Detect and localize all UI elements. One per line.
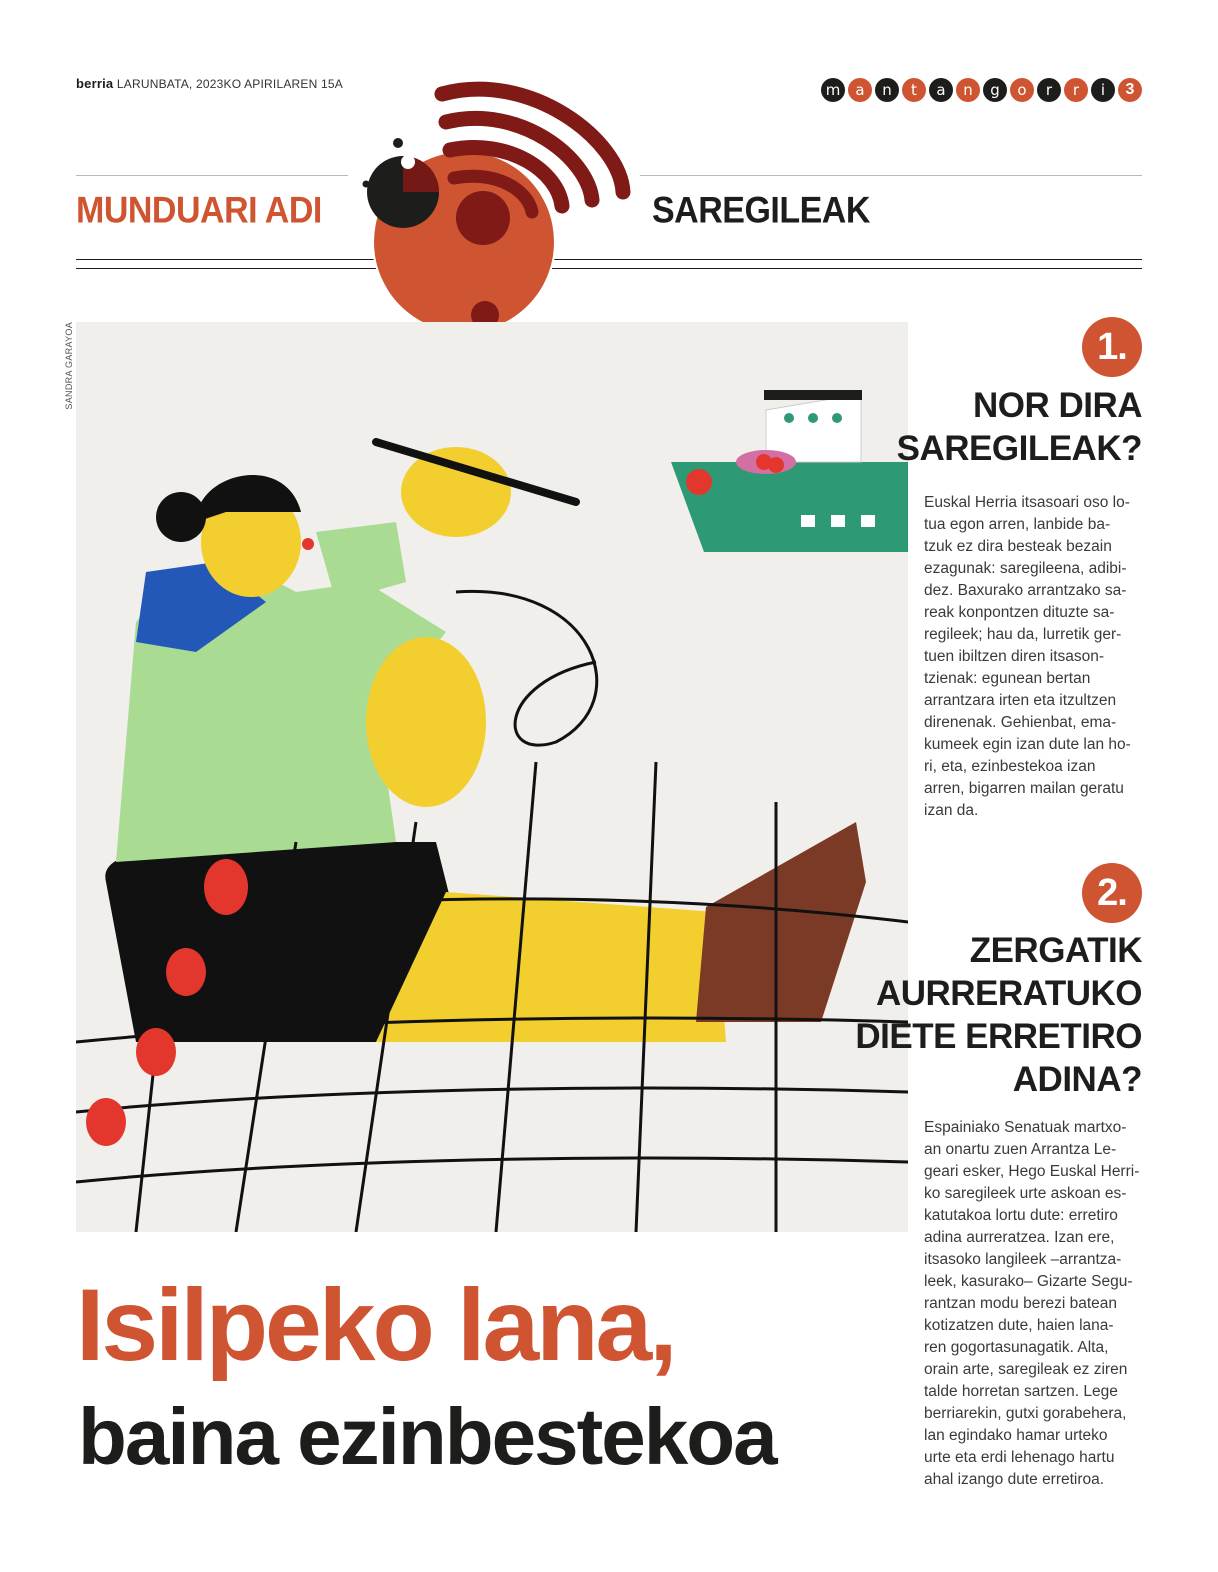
brand-letter: t xyxy=(902,78,926,102)
section-title: MUNDUARI ADI xyxy=(76,190,322,232)
body-text-line: rantzan modu berezi batean xyxy=(924,1295,1118,1312)
brand-letter: n xyxy=(956,78,980,102)
fishing-boat-icon xyxy=(671,390,908,552)
body-text-line: orain arte, saregileak ez ziren xyxy=(924,1361,1128,1378)
illustration-credit: SANDRA GARAYOA xyxy=(64,322,74,410)
question-2-heading xyxy=(855,929,1142,1101)
body-text-line: berriarekin, gutxi gorabehera, xyxy=(924,1405,1127,1422)
body-text-line: Euskal Herria itsasoari oso lo- xyxy=(924,494,1130,511)
body-text-line: ahal izango dute erretiroa. xyxy=(924,1471,1105,1488)
question-2-heading-line: ADINA? xyxy=(1012,1060,1142,1099)
question-2-body xyxy=(924,1117,1148,1491)
question-1-badge: 1. xyxy=(1082,317,1142,377)
body-text-line: adina aurreratzea. Izan ere, xyxy=(924,1229,1115,1246)
body-text-line: Espainiako Senatuak martxo- xyxy=(924,1119,1127,1136)
body-text-line: dez. Baxurako arrantzako sa- xyxy=(924,582,1127,599)
body-text-line: ri, eta, ezinbestekoa izan xyxy=(924,758,1096,775)
section-subtitle: SAREGILEAK xyxy=(652,190,870,232)
body-text-line: tua egon arren, lanbide ba- xyxy=(924,516,1111,533)
body-text-line: tuen ibiltzen diren itsason- xyxy=(924,648,1105,665)
body-text-line: katutakoa lortu dute: erretiro xyxy=(924,1207,1118,1224)
masthead xyxy=(76,76,343,91)
section-brand-logo xyxy=(821,78,1142,102)
brand-letter: a xyxy=(848,78,872,102)
body-text-line: kumeek egin izan dute lan ho- xyxy=(924,736,1131,753)
body-text-line: ezagunak: saregileena, adibi- xyxy=(924,560,1127,577)
question-2-heading-line: AURRERATUKO xyxy=(875,974,1142,1013)
body-text-line: regileek; hau da, lurretik ger- xyxy=(924,626,1122,643)
net-mender-illustration xyxy=(76,322,908,1232)
issue-date: LARUNBATA, 2023KO APIRILAREN 15A xyxy=(116,77,343,91)
body-text-line: leek, kasurako– Gizarte Segu- xyxy=(924,1273,1133,1290)
body-text-line: geari esker, Hego Euskal Herri- xyxy=(924,1163,1140,1180)
brand-letter: r xyxy=(1064,78,1088,102)
header-rule-left xyxy=(76,175,348,176)
brand-letter: r xyxy=(1037,78,1061,102)
header-rule-right xyxy=(640,175,1142,176)
publication-name: berria xyxy=(76,76,114,91)
brand-letter: g xyxy=(983,78,1007,102)
body-text-line: ko saregileek urte askoan es- xyxy=(924,1185,1127,1202)
body-text-line: itsasoko langileek –arrantza- xyxy=(924,1251,1122,1268)
body-text-line: ren gogortasunagatik. Alta, xyxy=(924,1339,1109,1356)
main-illustration xyxy=(76,322,908,1232)
headline-line-1: Isilpeko lana, xyxy=(76,1268,675,1382)
body-text-line: an onartu zuen Arrantza Le- xyxy=(924,1141,1117,1158)
question-1-body xyxy=(924,492,1148,822)
body-text-line: tzuk ez dira besteak bezain xyxy=(924,538,1112,555)
body-text-line: reak konpontzen dituzte sa- xyxy=(924,604,1115,621)
question-2-badge: 2. xyxy=(1082,863,1142,923)
brand-number: 3 xyxy=(1118,78,1142,102)
body-text-line: kotizatzen dute, haien lana- xyxy=(924,1317,1114,1334)
question-2-heading-line: DIETE ERRETIRO xyxy=(855,1017,1142,1056)
question-1-heading-line: NOR DIRA xyxy=(972,386,1142,425)
body-text-line: izan da. xyxy=(924,802,979,819)
brand-letter: i xyxy=(1091,78,1115,102)
body-text-line: talde horretan sartzen. Lege xyxy=(924,1383,1118,1400)
body-text-line: tzienak: egunean bertan xyxy=(924,670,1091,687)
body-text-line: arren, bigarren mailan geratu xyxy=(924,780,1124,797)
question-1-heading-line: SAREGILEAK? xyxy=(896,429,1142,468)
brand-letter: o xyxy=(1010,78,1034,102)
section-emblem-icon xyxy=(340,60,650,350)
brand-letter: a xyxy=(929,78,953,102)
body-text-line: lan egindako hamar urteko xyxy=(924,1427,1108,1444)
body-text-line: arrantzara irten eta itzultzen xyxy=(924,692,1117,709)
body-text-line: urte eta erdi lehenago hartu xyxy=(924,1449,1115,1466)
question-1-heading xyxy=(897,384,1142,470)
question-2-heading-line: ZERGATIK xyxy=(969,931,1142,970)
brand-letter: m xyxy=(821,78,845,102)
headline-line-2: baina ezinbestekoa xyxy=(78,1392,776,1481)
brand-letter: n xyxy=(875,78,899,102)
body-text-line: direnenak. Gehienbat, ema- xyxy=(924,714,1117,731)
